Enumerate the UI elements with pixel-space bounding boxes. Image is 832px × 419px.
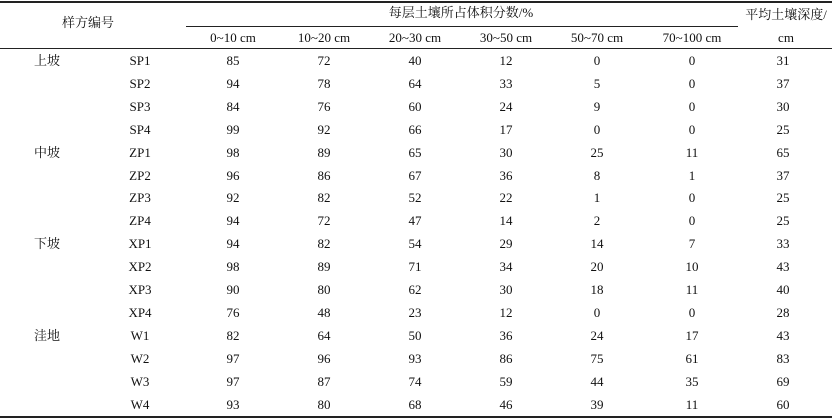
slope-position-label: 中坡 xyxy=(34,145,61,160)
volume-value: 80 xyxy=(317,282,331,297)
volume-value: 92 xyxy=(317,122,331,137)
volume-value: 65 xyxy=(408,145,422,160)
volume-value: 93 xyxy=(408,351,422,366)
volume-value: 68 xyxy=(408,397,422,412)
volume-value: 20 xyxy=(590,259,604,274)
volume-value: 89 xyxy=(317,259,331,274)
depth-value: 69 xyxy=(776,374,790,389)
volume-value: 35 xyxy=(685,374,699,389)
volume-group-header: 每层土壤所占体积分数/% xyxy=(388,5,534,20)
volume-value: 75 xyxy=(590,351,604,366)
sample-id: SP3 xyxy=(129,99,151,114)
volume-value: 1 xyxy=(688,168,696,183)
slope-position-label: 上坡 xyxy=(34,53,61,68)
volume-value: 72 xyxy=(317,213,331,228)
volume-value: 54 xyxy=(408,236,422,251)
volume-value: 0 xyxy=(688,190,696,205)
volume-value: 98 xyxy=(226,145,240,160)
volume-value: 71 xyxy=(408,259,422,274)
volume-value: 52 xyxy=(408,190,422,205)
sample-id: ZP3 xyxy=(129,190,151,205)
volume-value: 25 xyxy=(590,145,604,160)
volume-value: 59 xyxy=(499,374,513,389)
volume-value: 30 xyxy=(499,282,513,297)
volume-value: 76 xyxy=(317,99,331,114)
volume-value: 86 xyxy=(499,351,513,366)
volume-value: 9 xyxy=(593,99,601,114)
volume-value: 0 xyxy=(688,76,696,91)
depth-value: 28 xyxy=(776,305,790,320)
volume-value: 8 xyxy=(593,168,601,183)
sample-id-header: 样方编号 xyxy=(62,15,115,30)
depth-value: 43 xyxy=(776,259,790,274)
volume-value: 74 xyxy=(408,374,422,389)
depth-value: 33 xyxy=(776,236,790,251)
volume-value: 82 xyxy=(226,328,240,343)
volume-value: 99 xyxy=(226,122,240,137)
depth-value: 37 xyxy=(776,168,790,183)
sample-id: W3 xyxy=(130,374,150,389)
volume-value: 48 xyxy=(317,305,331,320)
depth-header-line1: 平均土壤深度/ xyxy=(745,7,827,22)
volume-value: 11 xyxy=(685,282,699,297)
volume-value: 22 xyxy=(499,190,513,205)
depth-value: 83 xyxy=(776,351,790,366)
volume-value: 47 xyxy=(408,213,422,228)
volume-value: 11 xyxy=(685,145,699,160)
volume-value: 76 xyxy=(226,305,240,320)
volume-value: 2 xyxy=(593,213,601,228)
header-bottom-rule xyxy=(0,48,832,49)
volume-value: 0 xyxy=(688,305,696,320)
layer-header: 0~10 cm xyxy=(210,30,256,45)
depth-value: 37 xyxy=(776,76,790,91)
sample-id: ZP2 xyxy=(129,168,151,183)
volume-value: 82 xyxy=(317,190,331,205)
volume-value: 90 xyxy=(226,282,240,297)
volume-value: 94 xyxy=(226,236,240,251)
volume-value: 44 xyxy=(590,374,604,389)
sample-id: W4 xyxy=(130,397,150,412)
volume-value: 72 xyxy=(317,53,331,68)
volume-value: 61 xyxy=(685,351,699,366)
volume-value: 46 xyxy=(499,397,513,412)
volume-value: 1 xyxy=(593,190,601,205)
volume-value: 5 xyxy=(593,76,601,91)
bottom-rule xyxy=(0,416,832,418)
sample-id: ZP1 xyxy=(129,145,151,160)
depth-value: 60 xyxy=(776,397,790,412)
volume-value: 85 xyxy=(226,53,240,68)
depth-value: 40 xyxy=(776,282,790,297)
volume-value: 92 xyxy=(226,190,240,205)
volume-value: 80 xyxy=(317,397,331,412)
layer-header: 10~20 cm xyxy=(297,30,351,45)
layer-header: 50~70 cm xyxy=(570,30,624,45)
volume-value: 40 xyxy=(408,53,422,68)
volume-value: 0 xyxy=(688,53,696,68)
volume-value: 34 xyxy=(499,259,513,274)
sample-id: SP4 xyxy=(129,122,151,137)
volume-value: 24 xyxy=(499,99,513,114)
volume-value: 97 xyxy=(226,351,240,366)
volume-value: 10 xyxy=(685,259,699,274)
depth-value: 31 xyxy=(776,53,790,68)
volume-value: 30 xyxy=(499,145,513,160)
depth-value: 30 xyxy=(776,99,790,114)
volume-value: 17 xyxy=(685,328,699,343)
group-header-rule xyxy=(186,26,738,27)
depth-value: 43 xyxy=(776,328,790,343)
layer-header: 70~100 cm xyxy=(662,30,722,45)
volume-value: 0 xyxy=(593,53,601,68)
layer-header: 30~50 cm xyxy=(479,30,533,45)
volume-value: 87 xyxy=(317,374,331,389)
slope-position-label: 下坡 xyxy=(34,236,61,251)
volume-value: 36 xyxy=(499,168,513,183)
sample-id: W1 xyxy=(130,328,150,343)
volume-value: 0 xyxy=(688,213,696,228)
volume-value: 14 xyxy=(590,236,604,251)
sample-id: XP1 xyxy=(128,236,152,251)
volume-value: 89 xyxy=(317,145,331,160)
volume-value: 33 xyxy=(499,76,513,91)
volume-value: 29 xyxy=(499,236,513,251)
depth-value: 25 xyxy=(776,213,790,228)
volume-value: 98 xyxy=(226,259,240,274)
volume-value: 39 xyxy=(590,397,604,412)
volume-value: 78 xyxy=(317,76,331,91)
volume-value: 0 xyxy=(688,99,696,114)
depth-value: 65 xyxy=(776,145,790,160)
volume-value: 12 xyxy=(499,53,513,68)
sample-id: XP4 xyxy=(128,305,152,320)
volume-value: 7 xyxy=(688,236,696,251)
volume-value: 94 xyxy=(226,76,240,91)
sample-id: SP1 xyxy=(129,53,151,68)
volume-value: 86 xyxy=(317,168,331,183)
volume-value: 64 xyxy=(408,76,422,91)
volume-value: 84 xyxy=(226,99,240,114)
depth-header-line2: cm xyxy=(778,30,794,45)
volume-value: 11 xyxy=(685,397,699,412)
volume-value: 96 xyxy=(317,351,331,366)
sample-id: ZP4 xyxy=(129,213,151,228)
sample-id: SP2 xyxy=(129,76,151,91)
volume-value: 0 xyxy=(593,122,601,137)
volume-value: 24 xyxy=(590,328,604,343)
volume-value: 18 xyxy=(590,282,604,297)
volume-value: 64 xyxy=(317,328,331,343)
volume-value: 23 xyxy=(408,305,422,320)
volume-value: 36 xyxy=(499,328,513,343)
volume-value: 0 xyxy=(688,122,696,137)
volume-value: 82 xyxy=(317,236,331,251)
volume-value: 67 xyxy=(408,168,422,183)
volume-value: 66 xyxy=(408,122,422,137)
volume-value: 96 xyxy=(226,168,240,183)
depth-value: 25 xyxy=(776,122,790,137)
volume-value: 60 xyxy=(408,99,422,114)
volume-value: 14 xyxy=(499,213,513,228)
top-rule xyxy=(0,1,832,3)
volume-value: 17 xyxy=(499,122,513,137)
sample-id: XP3 xyxy=(128,282,152,297)
sample-id: W2 xyxy=(130,351,150,366)
sample-id: XP2 xyxy=(128,259,152,274)
volume-value: 94 xyxy=(226,213,240,228)
layer-header: 20~30 cm xyxy=(388,30,442,45)
slope-position-label: 洼地 xyxy=(34,328,61,343)
volume-value: 97 xyxy=(226,374,240,389)
volume-value: 62 xyxy=(408,282,422,297)
volume-value: 0 xyxy=(593,305,601,320)
volume-value: 50 xyxy=(408,328,422,343)
volume-value: 93 xyxy=(226,397,240,412)
volume-value: 12 xyxy=(499,305,513,320)
depth-value: 25 xyxy=(776,190,790,205)
